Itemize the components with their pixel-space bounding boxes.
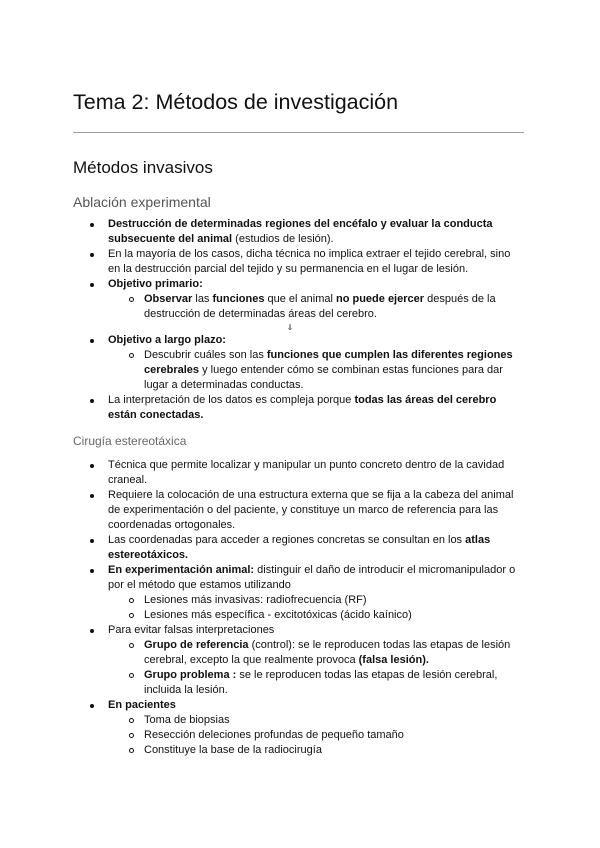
- subsection-heading-cirugia: Cirugía estereotáxica: [73, 434, 187, 448]
- bold-text: Observar: [144, 293, 193, 305]
- list-item: [0, 277, 520, 292]
- sub-list-item: [0, 713, 520, 728]
- sub-list-item: [0, 638, 520, 668]
- bold-text: no puede ejercer: [336, 293, 425, 305]
- item-text: Para evitar falsas interpretaciones: [108, 624, 275, 636]
- sub-list-item: [0, 743, 520, 758]
- down-arrow-icon: ⇓: [286, 323, 294, 332]
- list-item: [0, 458, 520, 488]
- ablacion-list: [0, 217, 600, 423]
- item-text: distinguir el daño de introducir el micromanipulador o por el método que estamos utilizando: [108, 564, 516, 591]
- item-text: Requiere la colocación de una estructura externa que se fija a la cabeza del animal de experimentación o del paciente, y constituye un marco de referencia para las coordenadas ortogonales.: [108, 489, 514, 531]
- cirugia-list: [0, 458, 600, 758]
- sub-list-item: [0, 348, 520, 393]
- item-text: las: [192, 293, 213, 305]
- item-text: Lesiones más invasivas: radiofrecuencia (RF): [144, 594, 367, 606]
- item-text: y luego entender cómo se combinan estas funciones para dar lugar a determinadas conductas.: [144, 364, 503, 391]
- title-divider: [73, 132, 524, 133]
- item-text: Descubrir cuáles son las: [144, 349, 267, 361]
- list-item: [0, 393, 520, 423]
- bold-text: funciones: [212, 293, 265, 305]
- section-heading: Métodos invasivos: [73, 158, 213, 177]
- sub-list-item: [0, 292, 520, 322]
- item-text: (estudios de lesión).: [232, 233, 334, 245]
- bold-text: En experimentación animal:: [108, 564, 255, 576]
- bold-text: Destrucción de determinadas regiones del encéfalo y evaluar la conducta subsecuente del animal: [108, 218, 493, 245]
- item-text: después de la destrucción de determinadas áreas del cerebro.: [144, 293, 496, 320]
- bold-text: Objetivo primario:: [108, 278, 203, 290]
- item-text: En la mayoría de los casos, dicha técnica no implica extraer el tejido cerebral, sino en la destrucción parcial del tejido y su permanencia en el lugar de lesión.: [108, 248, 511, 275]
- list-item: [0, 533, 520, 563]
- list-item: [0, 623, 520, 638]
- bold-text: Grupo problema :: [144, 669, 237, 681]
- item-text: Técnica que permite localizar y manipular un punto concreto dentro de la cavidad craneal.: [108, 459, 505, 486]
- list-item: [0, 217, 520, 247]
- item-text: se le reproducen todas las etapas de lesión cerebral, incluida la lesión.: [144, 669, 498, 696]
- bold-text: funciones que cumplen las diferentes regiones cerebrales: [144, 349, 513, 376]
- sub-list-item: [0, 728, 520, 743]
- list-item: [0, 563, 520, 593]
- page-title: Tema 2: Métodos de investigación: [73, 90, 399, 114]
- list-item: [0, 698, 520, 713]
- item-text: Constituye la base de la radiocirugía: [144, 744, 322, 756]
- list-item: [0, 488, 520, 533]
- item-text: La interpretación de los datos es compleja porque: [108, 394, 355, 406]
- sub-list-item: [0, 668, 520, 698]
- item-text: Toma de biopsias: [144, 714, 230, 726]
- list-item: [0, 247, 520, 277]
- bold-text: Grupo de referencia: [144, 639, 249, 651]
- list-item: [0, 333, 520, 348]
- bold-text: Objetivo a largo plazo:: [108, 334, 226, 346]
- bold-text: atlas estereotáxicos.: [108, 534, 491, 561]
- item-text: Resección deleciones profundas de pequeño tamaño: [144, 729, 404, 741]
- bold-text: En pacientes: [108, 699, 176, 711]
- item-text: (control): se le reproducen todas las etapas de lesión cerebral, excepto la que realmente provoca: [144, 639, 511, 666]
- bold-text: (falsa lesión).: [358, 654, 429, 666]
- sub-list-item: [0, 593, 520, 608]
- subsection-heading-ablacion: Ablación experimental: [73, 194, 211, 210]
- item-text: Lesiones más específica - excitotóxicas (ácido kaínico): [144, 609, 412, 621]
- sub-list-item: [0, 608, 520, 623]
- bold-text: todas las áreas del cerebro están conectadas.: [108, 394, 497, 421]
- item-text: Las coordenadas para acceder a regiones concretas se consultan en los: [108, 534, 466, 546]
- item-text: que el animal: [264, 293, 336, 305]
